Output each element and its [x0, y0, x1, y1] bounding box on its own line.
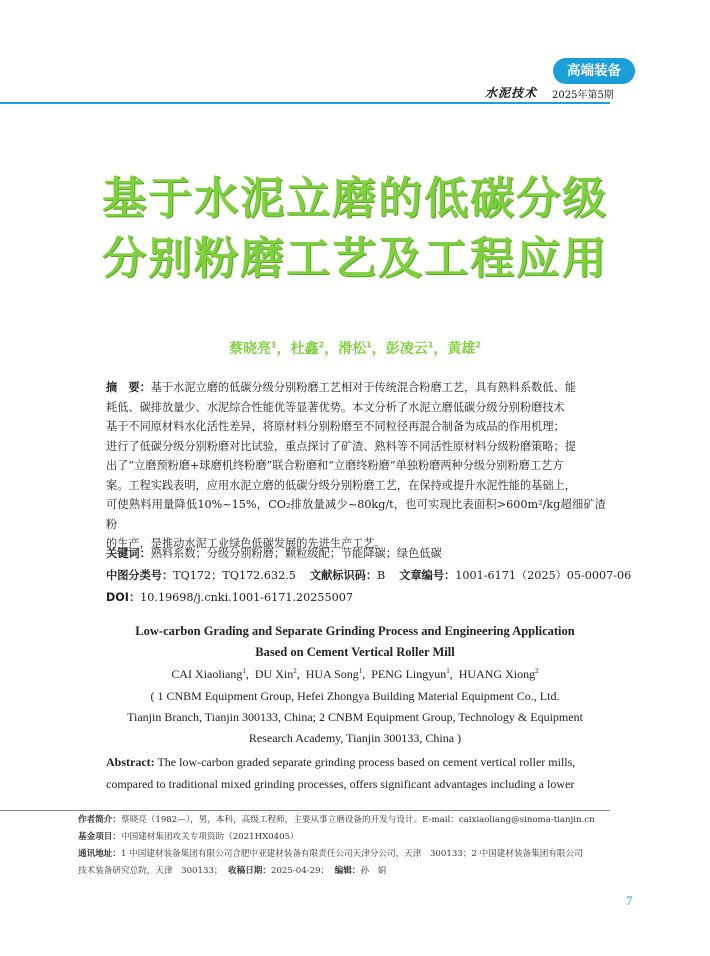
english-abstract-line: Abstract: The low-carbon graded separate grinding process based on cement vertical roller mills, [106, 755, 576, 769]
english-abstract [106, 751, 606, 795]
editor-name: 孙 娟 [360, 866, 387, 876]
abstract-cn-line: 出了“立磨预粉磨+球磨机终粉磨”联合粉磨和“立磨终粉磨”单独粉磨两种分级分别粉磨工艺方 [106, 459, 564, 472]
english-affiliation-line: Research Academy, Tianjin 300133, China ) [248, 731, 462, 745]
footnote-address-cont: 技术装备研究总院，天津 300133； 收稿日期：2025-04-29； 编辑：孙 娟 [78, 866, 387, 876]
english-abstract-label: Abstract: [106, 755, 155, 769]
abstract-cn-line: 摘 要：基于水泥立磨的低碳分级分别粉磨工艺相对于传统混合粉磨工艺，具有熟料系数低、能 [106, 381, 576, 394]
english-abstract-line: compared to traditional mixed grinding processes, offers significant advantages including a lower [106, 777, 575, 791]
author: 彭凌云 [385, 341, 428, 357]
doi-line: DOI：10.19698/j.cnki.1001-6171.20255007 [106, 591, 353, 604]
footnote-fund: 基金项目：中国建材集团攻关专项资助（2021HX0405） [78, 832, 299, 842]
abstract-cn-line: 的生产，是推动水泥工业绿色低碳发展的先进生产工艺。 [106, 537, 386, 550]
footnote-address: 通讯地址：1 中国建材装备集团有限公司合肥中亚建材装备有限责任公司天津分公司，天津 300133；2 中国建材装备集团有限公司 [78, 849, 583, 859]
abstract-cn-label: 摘 要： [106, 381, 151, 394]
abstract-cn-line: 案。工程实践表明，应用水泥立磨的低碳分级分别粉磨工艺，在保持或提升水泥性能的基础上， [106, 478, 576, 492]
author-list: 蔡晓亮$^1$，杜鑫$^2$，滑松$^1$，彭凌云$^1$，黄雄$^2$ [229, 340, 481, 357]
received-date: 2025-04-29； [270, 866, 330, 876]
english-author-list: CAI Xiaoliang$^1$, DU Xin$^2$, HUA Song$^1$, PENG Lingyun$^1$, HUANG Xiong$^2$ [171, 667, 539, 681]
author: 黄雄 [447, 341, 476, 357]
abstract-cn-line: 可使熟料用量降低10%~15%，CO₂排放量减少~80kg/t，也可实现比表面积>600m²/kg超细矿渣粉 [106, 498, 606, 531]
english-affiliation-line: Tianjin Branch, Tianjin 300133, China; 2 CNBM Equipment Group, Technology & Equipment [127, 710, 583, 724]
classification-line: 中图分类号：TQ172；TQ172.632.5 文献标识码：B 文章编号：1001-6171（2025）05-0007-06 [106, 569, 632, 582]
author: 滑松 [338, 341, 367, 357]
author-affiliation-mark: 1 [271, 340, 277, 350]
author: 杜鑫 [290, 341, 319, 357]
footnote-rule [0, 810, 610, 811]
abstract-cn-line: 进行了低碳分级分别粉磨对比试验，重点探讨了矿渣、熟料等不同活性原材料分级粉磨策略；提 [106, 439, 576, 453]
keywords-label: 关键词： [106, 547, 151, 560]
footnote-author: 作者简介：蔡晓亮（1982—），男，本科，高级工程师，主要从事立磨设备的开发与设计。E-mail：caixiaoliang@sinoma-tianjin.cn [78, 815, 595, 825]
author-affiliation-mark: 2 [475, 340, 481, 350]
clc-number: TQ172；TQ172.632.5 [173, 569, 296, 582]
journal-name: 水泥技术 [485, 86, 538, 100]
abstract-cn [106, 378, 606, 554]
keywords [106, 544, 626, 564]
article-title-line-1: 基于水泥立磨的低碳分级 [102, 173, 608, 224]
author: 蔡晓亮 [229, 341, 272, 357]
section-badge: 高端装备 [553, 58, 635, 84]
english-affiliation-line: ( 1 CNBM Equipment Group, Hefei Zhongya Building Material Equipment Co., Ltd. [150, 689, 560, 703]
document-code: B [377, 569, 386, 582]
author-affiliation-mark: 2 [318, 340, 325, 350]
article-number: 1001-6171（2025）05-0007-06 [455, 569, 632, 582]
abstract-cn-line: 基于不同原材料水化活性差异，将原材料分别粉磨至不同粒径再混合制备为成品的作用机理； [106, 420, 565, 433]
author-affiliation-mark: 1 [366, 340, 372, 350]
header-rule [0, 102, 610, 104]
journal-issue: 2025年第5期 [552, 90, 614, 101]
english-title-line-1: Low-carbon Grading and Separate Grinding Process and Engineering Application [135, 624, 575, 638]
doi-value: 10.19698/j.cnki.1001-6171.20255007 [140, 591, 353, 604]
author-affiliation-mark: 1 [427, 340, 434, 350]
english-title-line-2: Based on Cement Vertical Roller Mill [255, 645, 455, 659]
page-number: 7 [626, 893, 633, 908]
article-title-line-2: 分别粉磨工艺及工程应用 [102, 233, 608, 284]
abstract-cn-line: 耗低、碳排放量少、水泥综合性能优等显著优势。本文分析了水泥立磨低碳分级分别粉磨技术 [106, 400, 565, 414]
keywords-text: 熟料系数；分级分别粉磨；颗粒级配；节能降碳；绿色低碳 [150, 547, 442, 560]
